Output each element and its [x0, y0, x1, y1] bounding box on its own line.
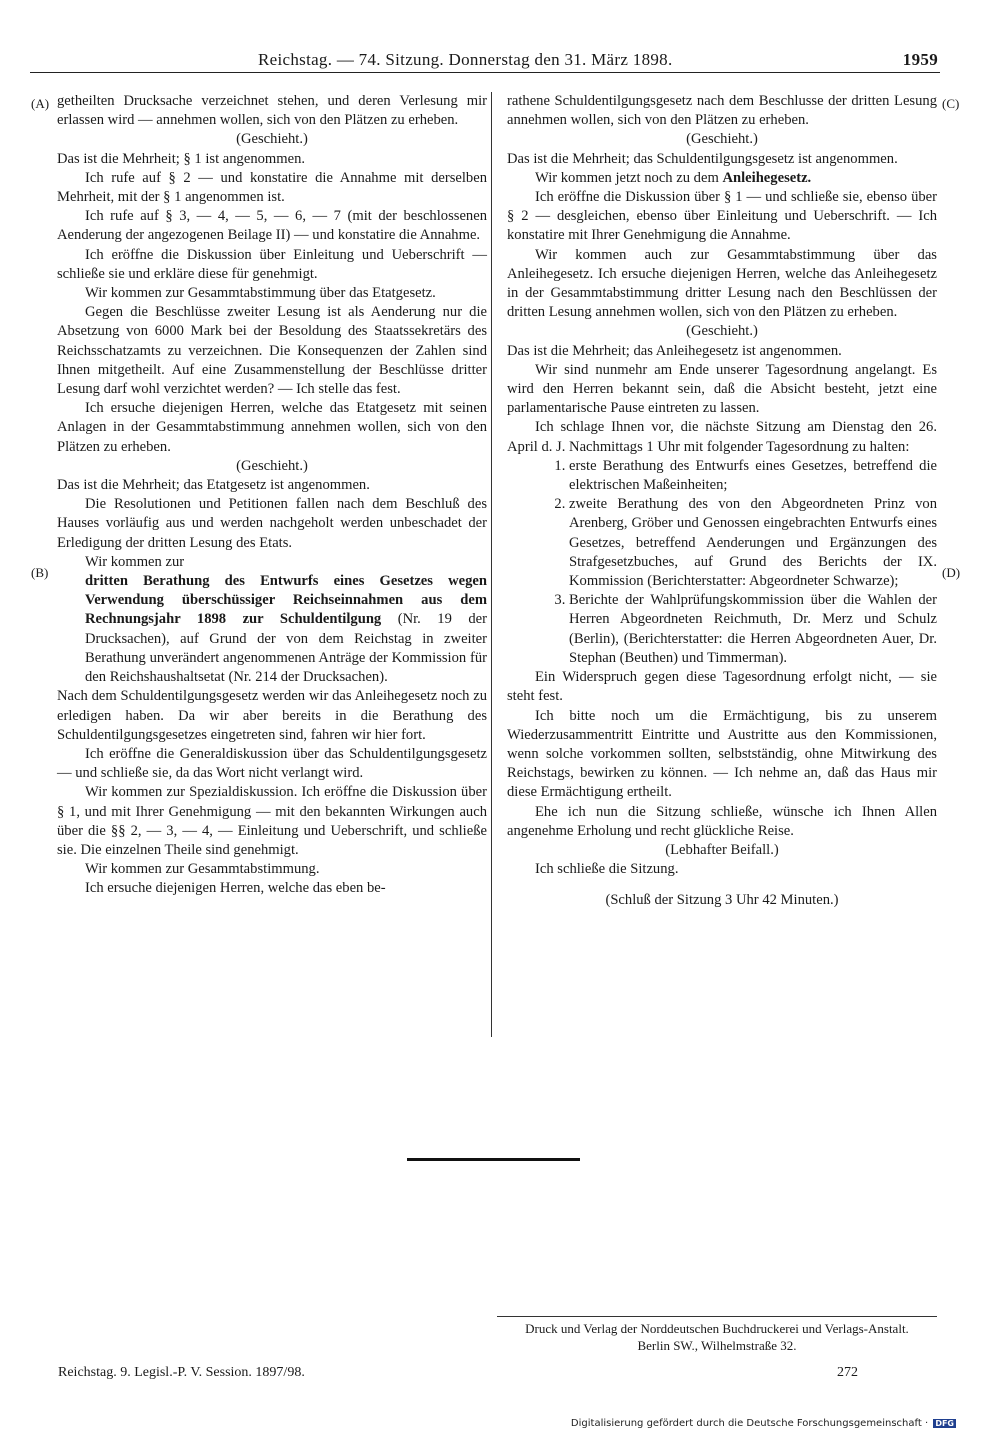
margin-mark-d: (D)	[942, 565, 961, 580]
dfg-logo-icon: DFG	[935, 1418, 954, 1428]
paragraph: Ich eröffne die Diskussion über Einleitung und Ueberschrift — schließe sie und erkläre diese für genehmigt.	[57, 246, 487, 282]
printer-line: Druck und Verlag der Norddeutschen Buchdruckerei und Verlags-Anstalt.	[525, 1321, 909, 1336]
printer-imprint	[497, 1316, 937, 1354]
stage-direction: (Geschieht.)	[686, 323, 758, 340]
agenda-list-item: 1. erste Berathung des Entwurfs eines Gesetzes, betreffend die elektrischen Maßeinheiten;	[569, 457, 937, 495]
paragraph: Das ist die Mehrheit; das Schuldentilgungsgesetz ist angenommen.	[507, 150, 898, 167]
printer-address: Berlin SW., Wilhelmstraße 32.	[637, 1338, 797, 1353]
sheet-number: 272	[837, 1365, 858, 1380]
page-title: Reichstag. — 74. Sitzung. Donnerstag den 31. März 1898.	[258, 50, 673, 69]
page-number: 1959	[902, 50, 938, 69]
paragraph: Wir kommen zur Gesammtabstimmung.	[85, 861, 320, 878]
agenda-item-paragraph	[57, 572, 487, 687]
stage-direction: (Geschieht.)	[686, 131, 758, 148]
paragraph: Ich eröffne die Diskussion über § 1 — und schließe sie, ebenso über § 2 — desgleichen, ebenso über Einleitung und Ueberschrift. — Ich konstatire mit Ihrer Genehmigung die Annahme.	[507, 189, 937, 244]
agenda-list-item: 3. Berichte der Wahlprüfungskommission über die Wahlen der Herren Abgeordneten Reichmuth, Dr. Merz und Schulz (Berlin), (Berichterstatter: die Herren Abgeordneten Auer, Dr. Stephan (Beuthen) und Timmerman).	[569, 591, 937, 668]
paragraph: Wir kommen zur	[85, 553, 185, 570]
stage-direction: (Geschieht.)	[236, 457, 308, 474]
margin-mark-b: (B)	[31, 565, 49, 580]
agenda-item-title: dritten Berathung des Entwurfs eines Gesetzes wegen Verwendung überschüssiger Reichseinnahmen aus dem Rechnungsjahr 1898 zur Schuldentilgung	[85, 573, 487, 628]
paragraph: Ich ersuche diejenigen Herren, welche das eben be-	[85, 880, 386, 897]
margin-mark-c: (C)	[942, 96, 960, 111]
paragraph: Wir kommen zur Spezialdiskussion. Ich eröffne die Diskussion über § 1, und mit Ihrer Genehmigung — mit den bekannten Wirkungen auch über die §§ 2, — 3, — 4, — Einleitung und Ueberschrift, und schließe sie. Die einzelnen Theile sind genehmigt.	[57, 784, 487, 858]
stage-direction: (Lebhafter Beifall.)	[665, 841, 779, 858]
paragraph: Ich rufe auf § 2 — und konstatire die Annahme mit derselben Mehrheit, mit der § 1 angenommen ist.	[57, 169, 487, 206]
agenda-list	[507, 457, 937, 668]
paragraph: Ehe ich nun die Sitzung schließe, wünsche ich Ihnen Allen angenehme Erholung und recht glückliche Reise.	[507, 803, 937, 839]
paragraph: Das ist die Mehrheit; § 1 ist angenommen.	[57, 150, 306, 167]
paragraph: Ich rufe auf § 3, — 4, — 5, — 6, — 7 (mit der beschlossenen Aenderung der angezogenen Beilage II) — und konstatire die Annahme.	[57, 208, 487, 244]
left-column	[57, 92, 487, 899]
paragraph: Ich bitte noch um die Ermächtigung, bis zu unserem Wiederzusammentritt Eintritte und Austritte aus den Kommissionen, wenn solche vorkommen sollten, selbstständig, ohne Mitwirkung des Reichstags, bewirken zu können. — Ich nehme an, daß das Haus mir diese Ermächtigung ertheilt.	[507, 707, 937, 801]
right-column	[507, 92, 937, 911]
paragraph: Wir sind nunmehr am Ende unserer Tagesordnung angelangt. Es wird den Herren bekannt sein, daß die Absicht besteht, jetzt eine parlamentarische Pause eintreten zu lassen.	[507, 361, 937, 417]
separator-dot: ·	[924, 1418, 929, 1429]
paragraph: getheilten Drucksache verzeichnet stehen, und deren Verlesung mir erlassen wird — annehmen wollen, sich von den Plätzen zu erheben.	[57, 93, 487, 129]
agenda-item-details: (Nr. 19 der Drucksachen), auf Grund der von dem Reichstag in zweiter Berathung unverändert angenommenen Anträge der Kommission für den Reichshaushaltsetat (Nr. 214 der Drucksachen).	[85, 611, 487, 686]
bill-title: Anleihegesetz.	[722, 169, 812, 186]
agenda-list-item: 2. zweite Berathung des von den Abgeordneten Prinz von Arenberg, Gröber und Genossen eingebrachten Entwurfs eines Gesetzes, betreffend Aenderungen und Ergänzungen des Strafgesetzbuches, auf Grund des Berichts der IX. Kommission (Berichterstatter: Abgeordneter Schwarze);	[569, 495, 937, 591]
paragraph: Nach dem Schuldentilgungsgesetz werden wir das Anleihegesetz noch zu erledigen haben. Da wir aber bereits in die Berathung des Schuldentilgungsgesetzes eingetreten sind, fahren wir hier fort.	[57, 688, 487, 743]
paragraph: Ich eröffne die Generaldiskussion über das Schuldentilgungsgesetz — und schließe sie, da das Wort nicht verlangt wird.	[57, 745, 487, 782]
paragraph: rathene Schuldentilgungsgesetz nach dem Beschlusse der dritten Lesung annehmen wollen, sich von den Plätzen zu erheben.	[507, 93, 937, 129]
paragraph: Die Resolutionen und Petitionen fallen nach dem Beschluß des Hauses vorläufig aus und werden nachgeholt werden unbeschadet der Erledigung der dritten Lesung des Etats.	[57, 496, 487, 551]
credit-text: Digitalisierung gefördert durch die Deutsche Forschungsgemeinschaft	[570, 1418, 922, 1429]
session-info: Reichstag. 9. Legisl.-P. V. Session. 1897/98.	[58, 1365, 305, 1380]
margin-mark-a: (A)	[31, 96, 50, 111]
end-rule	[407, 1158, 580, 1161]
paragraph: Ich schließe die Sitzung.	[535, 861, 679, 878]
paragraph: Das ist die Mehrheit; das Anleihegesetz ist angenommen.	[507, 342, 842, 359]
paragraph: Ich schlage Ihnen vor, die nächste Sitzung am Dienstag den 26. April d. J. Nachmittags 1 Uhr mit folgender Tagesordnung zu halten:	[507, 419, 937, 455]
paragraph: Gegen die Beschlüsse zweiter Lesung ist als Aenderung nur die Absetzung von 6000 Mark bei der Besoldung des Staatssekretärs des Reichsschatzamts zu verzeichnen. Die Konsequenzen der Zahlen sind Ihnen mitgetheilt. Auf eine Zusammenstellung der Beschlüsse dritter Lesung darf wohl verzichtet werden? — Ich stelle das fest.	[57, 304, 487, 398]
stage-direction: (Geschieht.)	[236, 131, 308, 148]
paragraph-text: Wir kommen jetzt noch zu dem	[535, 169, 723, 186]
column-divider	[491, 92, 492, 1037]
paragraph: Das ist die Mehrheit; das Etatgesetz ist angenommen.	[57, 477, 370, 494]
paragraph	[507, 169, 937, 188]
page-header	[30, 48, 940, 73]
paragraph: Wir kommen auch zur Gesammtabstimmung über das Anleihegesetz. Ich ersuche diejenigen Herren, welche das Anleihegesetz in der Gesammtabstimmung dritter Lesung nach den Beschlüssen der dritten Lesung annehmen wollen, sich von den Plätzen zu erheben.	[507, 246, 937, 321]
digitization-credit	[571, 1418, 956, 1429]
session-close-note: (Schluß der Sitzung 3 Uhr 42 Minuten.)	[605, 892, 839, 909]
paragraph: Wir kommen zur Gesammtabstimmung über das Etatgesetz.	[85, 285, 436, 302]
paragraph: Ich ersuche diejenigen Herren, welche das Etatgesetz mit seinen Anlagen in der Gesammtabstimmung annehmen wollen, sich von den Plätzen zu erheben.	[57, 400, 487, 455]
paragraph: Ein Widerspruch gegen diese Tagesordnung erfolgt nicht, — sie steht fest.	[507, 669, 937, 705]
